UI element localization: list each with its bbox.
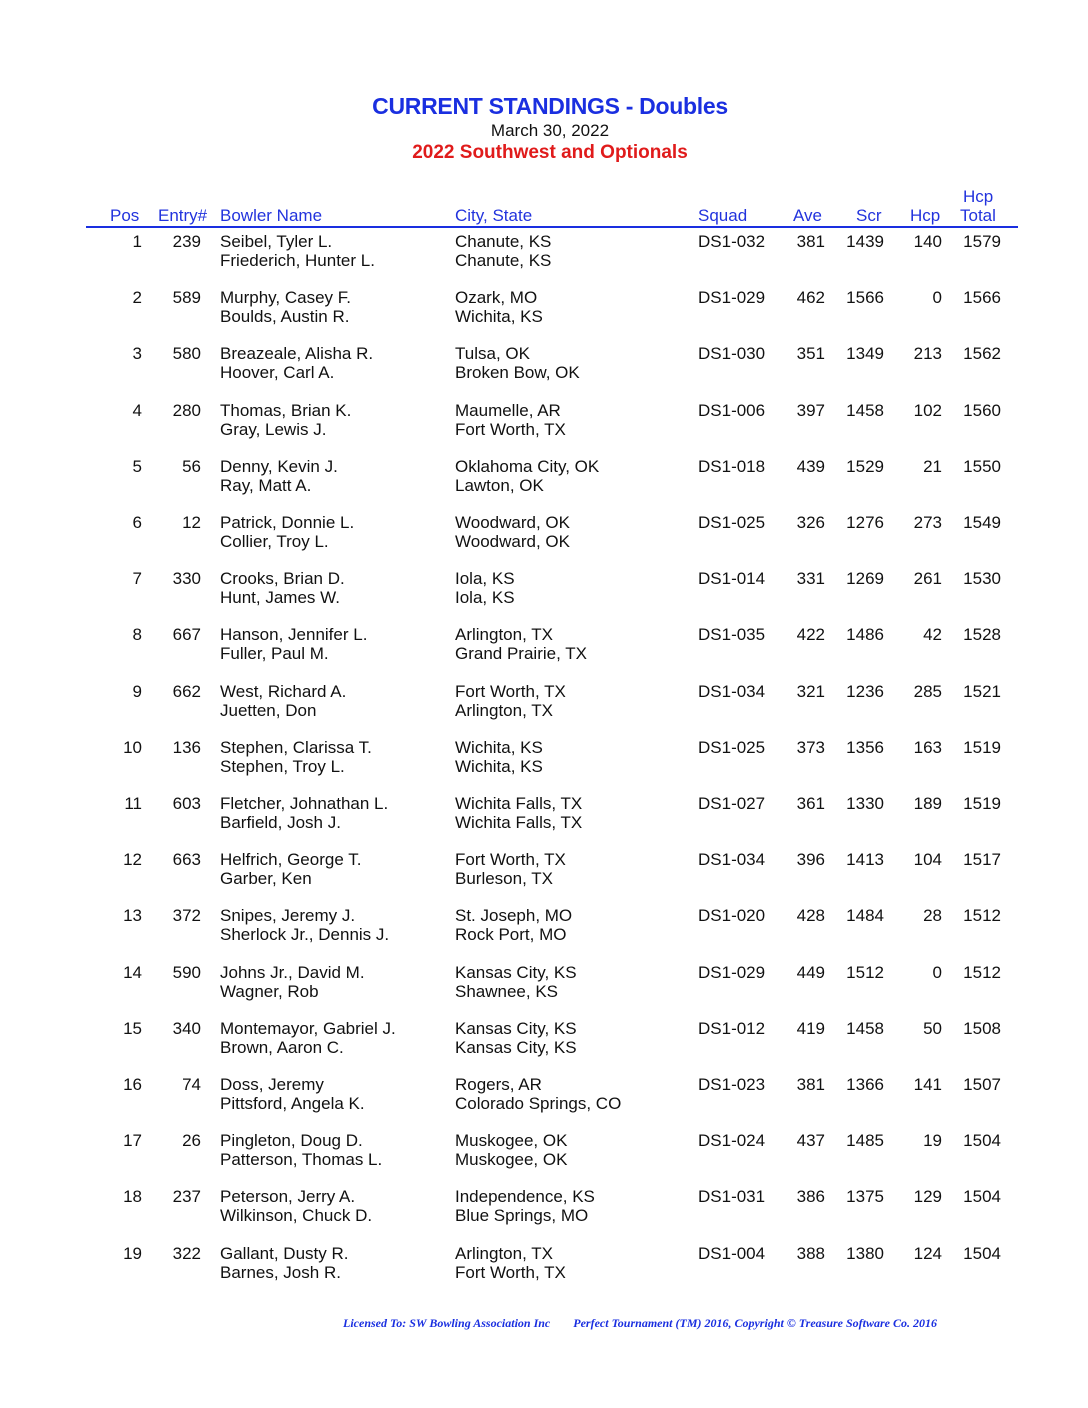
average: 386 bbox=[796, 1187, 825, 1207]
handicap: 129 bbox=[913, 1187, 942, 1207]
handicap: 273 bbox=[913, 513, 942, 532]
handicap-total: 1579 bbox=[963, 232, 1001, 251]
average: 381 bbox=[796, 232, 825, 251]
average: 388 bbox=[796, 1243, 825, 1263]
table-row bbox=[0, 344, 1088, 400]
position: 19 bbox=[123, 1243, 142, 1263]
bowler-name-2: Brown, Aaron C. bbox=[220, 1037, 344, 1057]
city-state-2: Lawton, OK bbox=[455, 475, 544, 495]
entry-number: 663 bbox=[172, 850, 201, 870]
handicap-total: 1528 bbox=[963, 625, 1001, 645]
entry-number: 237 bbox=[172, 1187, 201, 1207]
bowler-name-2: Barfield, Josh J. bbox=[220, 813, 341, 832]
position: 3 bbox=[132, 344, 142, 364]
squad: DS1-025 bbox=[698, 513, 766, 532]
table-row bbox=[0, 625, 1088, 681]
squad: DS1-031 bbox=[698, 1187, 766, 1207]
header-rule bbox=[86, 226, 1018, 228]
entry-number: 280 bbox=[172, 400, 201, 420]
bowler-name-2: Hoover, Carl A. bbox=[220, 363, 335, 383]
city-state-1: Arlington, TX bbox=[455, 1243, 553, 1263]
bowler-name-2: Hunt, James W. bbox=[220, 588, 340, 608]
average: 439 bbox=[796, 456, 825, 476]
position: 4 bbox=[132, 400, 142, 420]
table-row bbox=[0, 1244, 1088, 1300]
city-state-1: Independence, KS bbox=[455, 1187, 595, 1207]
city-state-2: Wichita Falls, TX bbox=[455, 813, 583, 832]
handicap: 285 bbox=[913, 681, 942, 701]
scratch-score: 1413 bbox=[846, 850, 884, 870]
copyright-text: Perfect Tournament (TM) 2016, Copyright © Treasure Software Co. 2016 bbox=[573, 1316, 938, 1330]
city-state-2: Chanute, KS bbox=[455, 251, 552, 270]
handicap: 21 bbox=[923, 456, 942, 476]
scratch-score: 1269 bbox=[846, 569, 884, 589]
bowler-name-1: Johns Jr., David M. bbox=[220, 962, 365, 982]
bowler-name-1: Fletcher, Johnathan L. bbox=[220, 794, 389, 813]
scratch-score: 1439 bbox=[846, 232, 884, 251]
city-state-1: Chanute, KS bbox=[455, 232, 552, 251]
handicap: 163 bbox=[913, 737, 942, 757]
position: 17 bbox=[123, 1131, 142, 1151]
bowler-name-2: Garber, Ken bbox=[220, 869, 312, 889]
scratch-score: 1236 bbox=[846, 681, 884, 701]
squad: DS1-034 bbox=[698, 850, 766, 870]
col-ave: Ave bbox=[793, 206, 822, 225]
position: 12 bbox=[123, 850, 142, 870]
scratch-score: 1366 bbox=[846, 1075, 884, 1094]
scratch-score: 1356 bbox=[846, 737, 884, 757]
city-state-1: Rogers, AR bbox=[455, 1075, 542, 1094]
col-bowler-name: Bowler Name bbox=[220, 206, 323, 225]
bowler-name-1: Murphy, Casey F. bbox=[220, 288, 352, 308]
table-row bbox=[0, 1075, 1088, 1131]
entry-number: 136 bbox=[172, 737, 201, 757]
entry-number: 239 bbox=[172, 232, 201, 251]
scratch-score: 1486 bbox=[846, 625, 884, 645]
average: 397 bbox=[796, 400, 825, 420]
tournament-name: 2022 Southwest and Optionals bbox=[412, 142, 688, 163]
handicap-total: 1507 bbox=[963, 1075, 1001, 1094]
handicap: 141 bbox=[913, 1075, 942, 1094]
entry-number: 26 bbox=[182, 1131, 201, 1151]
bowler-name-1: Seibel, Tyler L. bbox=[220, 232, 333, 251]
bowler-name-1: Denny, Kevin J. bbox=[220, 456, 338, 476]
position: 13 bbox=[123, 906, 142, 926]
handicap-total: 1519 bbox=[963, 794, 1001, 813]
handicap: 28 bbox=[923, 906, 942, 926]
city-state-1: Tulsa, OK bbox=[455, 344, 530, 364]
table-row bbox=[0, 1019, 1088, 1075]
city-state-2: Woodward, OK bbox=[455, 532, 570, 551]
position: 10 bbox=[123, 737, 142, 757]
col-squad: Squad bbox=[698, 206, 748, 225]
scratch-score: 1458 bbox=[846, 400, 884, 420]
squad: DS1-012 bbox=[698, 1018, 766, 1038]
handicap-total: 1504 bbox=[963, 1243, 1001, 1263]
col-pos: Pos bbox=[110, 206, 140, 225]
scratch-score: 1380 bbox=[846, 1243, 884, 1263]
handicap-total: 1530 bbox=[963, 569, 1001, 589]
bowler-name-2: Sherlock Jr., Dennis J. bbox=[220, 925, 390, 945]
squad: DS1-032 bbox=[698, 232, 766, 251]
handicap-total: 1566 bbox=[963, 288, 1001, 308]
city-state-2: Arlington, TX bbox=[455, 700, 553, 720]
bowler-name-1: Pingleton, Doug D. bbox=[220, 1131, 363, 1151]
page-title: CURRENT STANDINGS - Doubles bbox=[372, 93, 728, 119]
table-row bbox=[0, 513, 1088, 569]
average: 428 bbox=[796, 906, 825, 926]
table-row bbox=[0, 1131, 1088, 1187]
entry-number: 322 bbox=[172, 1243, 201, 1263]
squad: DS1-004 bbox=[698, 1243, 766, 1263]
footer bbox=[343, 1316, 957, 1331]
bowler-name-2: Pittsford, Angela K. bbox=[220, 1094, 365, 1113]
city-state-1: St. Joseph, MO bbox=[455, 906, 573, 926]
handicap-total: 1521 bbox=[963, 681, 1001, 701]
bowler-name-2: Collier, Troy L. bbox=[220, 532, 329, 551]
average: 321 bbox=[796, 681, 825, 701]
handicap-total: 1560 bbox=[963, 400, 1001, 420]
entry-number: 580 bbox=[172, 344, 201, 364]
scratch-score: 1566 bbox=[846, 288, 884, 308]
average: 381 bbox=[796, 1075, 825, 1094]
bowler-name-2: Ray, Matt A. bbox=[220, 475, 312, 495]
table-row bbox=[0, 794, 1088, 850]
bowler-name-1: Montemayor, Gabriel J. bbox=[220, 1018, 396, 1038]
entry-number: 662 bbox=[172, 681, 201, 701]
squad: DS1-027 bbox=[698, 794, 766, 813]
bowler-name-2: Juetten, Don bbox=[220, 700, 317, 720]
squad: DS1-014 bbox=[698, 569, 766, 589]
bowler-name-2: Friederich, Hunter L. bbox=[220, 251, 375, 270]
bowler-name-1: West, Richard A. bbox=[220, 681, 347, 701]
col-hcp-total: Total bbox=[960, 206, 996, 225]
handicap-total: 1504 bbox=[963, 1187, 1001, 1207]
city-state-1: Arlington, TX bbox=[455, 625, 553, 645]
average: 449 bbox=[796, 962, 825, 982]
col-hcp: Hcp bbox=[910, 206, 941, 225]
city-state-2: Grand Prairie, TX bbox=[455, 644, 587, 664]
handicap-total: 1504 bbox=[963, 1131, 1001, 1151]
bowler-name-2: Wagner, Rob bbox=[220, 981, 319, 1001]
handicap: 104 bbox=[913, 850, 942, 870]
city-state-1: Fort Worth, TX bbox=[455, 681, 566, 701]
average: 396 bbox=[796, 850, 825, 870]
bowler-name-2: Fuller, Paul M. bbox=[220, 644, 329, 664]
bowler-name-2: Patterson, Thomas L. bbox=[220, 1150, 383, 1170]
city-state-2: Broken Bow, OK bbox=[455, 363, 580, 383]
standings-date: March 30, 2022 bbox=[490, 121, 610, 140]
squad: DS1-030 bbox=[698, 344, 766, 364]
handicap: 261 bbox=[913, 569, 942, 589]
average: 437 bbox=[796, 1131, 825, 1151]
entry-number: 667 bbox=[172, 625, 201, 645]
position: 8 bbox=[132, 625, 142, 645]
handicap: 213 bbox=[913, 344, 942, 364]
squad: DS1-029 bbox=[698, 288, 766, 308]
table-row bbox=[0, 850, 1088, 906]
squad: DS1-020 bbox=[698, 906, 766, 926]
city-state-1: Kansas City, KS bbox=[455, 962, 577, 982]
scratch-score: 1276 bbox=[846, 513, 884, 532]
position: 16 bbox=[123, 1075, 142, 1094]
bowler-name-1: Doss, Jeremy bbox=[220, 1075, 324, 1094]
entry-number: 340 bbox=[172, 1018, 201, 1038]
city-state-2: Blue Springs, MO bbox=[455, 1206, 589, 1226]
squad: DS1-029 bbox=[698, 962, 766, 982]
table-row bbox=[0, 288, 1088, 344]
handicap: 102 bbox=[913, 400, 942, 420]
city-state-1: Woodward, OK bbox=[455, 513, 570, 532]
squad: DS1-023 bbox=[698, 1075, 766, 1094]
squad: DS1-025 bbox=[698, 737, 766, 757]
table-row bbox=[0, 401, 1088, 457]
bowler-name-1: Helfrich, George T. bbox=[220, 850, 362, 870]
squad: DS1-034 bbox=[698, 681, 766, 701]
city-state-1: Kansas City, KS bbox=[455, 1018, 577, 1038]
scratch-score: 1512 bbox=[846, 962, 884, 982]
col-scr: Scr bbox=[856, 206, 882, 225]
handicap-total: 1550 bbox=[963, 456, 1001, 476]
handicap-total: 1519 bbox=[963, 737, 1001, 757]
city-state-2: Colorado Springs, CO bbox=[455, 1094, 622, 1113]
handicap-total: 1512 bbox=[963, 906, 1001, 926]
city-state-1: Ozark, MO bbox=[455, 288, 538, 308]
scratch-score: 1330 bbox=[846, 794, 884, 813]
bowler-name-1: Stephen, Clarissa T. bbox=[220, 737, 372, 757]
city-state-2: Fort Worth, TX bbox=[455, 1262, 566, 1282]
handicap: 124 bbox=[913, 1243, 942, 1263]
position: 9 bbox=[132, 681, 142, 701]
position: 7 bbox=[132, 569, 142, 589]
bowler-name-1: Hanson, Jennifer L. bbox=[220, 625, 368, 645]
table-row bbox=[0, 569, 1088, 625]
squad: DS1-006 bbox=[698, 400, 766, 420]
entry-number: 74 bbox=[182, 1075, 201, 1094]
handicap: 42 bbox=[923, 625, 942, 645]
position: 14 bbox=[123, 962, 142, 982]
table-row bbox=[0, 682, 1088, 738]
handicap: 189 bbox=[913, 794, 942, 813]
bowler-name-1: Patrick, Donnie L. bbox=[220, 513, 355, 532]
table-row bbox=[0, 232, 1088, 288]
city-state-1: Fort Worth, TX bbox=[455, 850, 566, 870]
entry-number: 590 bbox=[172, 962, 201, 982]
average: 462 bbox=[796, 288, 825, 308]
average: 361 bbox=[796, 794, 825, 813]
handicap: 19 bbox=[923, 1131, 942, 1151]
handicap-total: 1562 bbox=[963, 344, 1001, 364]
position: 15 bbox=[123, 1018, 142, 1038]
handicap-total: 1512 bbox=[963, 962, 1001, 982]
city-state-2: Fort Worth, TX bbox=[455, 419, 566, 439]
average: 331 bbox=[796, 569, 825, 589]
handicap-total: 1508 bbox=[963, 1018, 1001, 1038]
city-state-2: Wichita, KS bbox=[455, 756, 543, 776]
squad: DS1-035 bbox=[698, 625, 766, 645]
scratch-score: 1485 bbox=[846, 1131, 884, 1151]
city-state-2: Burleson, TX bbox=[455, 869, 553, 889]
handicap: 50 bbox=[923, 1018, 942, 1038]
average: 422 bbox=[796, 625, 825, 645]
bowler-name-2: Stephen, Troy L. bbox=[220, 756, 345, 776]
table-row bbox=[0, 1187, 1088, 1243]
entry-number: 12 bbox=[182, 513, 201, 532]
bowler-name-1: Thomas, Brian K. bbox=[220, 400, 352, 420]
table-row bbox=[0, 457, 1088, 513]
position: 1 bbox=[132, 232, 142, 251]
city-state-1: Iola, KS bbox=[455, 569, 515, 589]
position: 5 bbox=[132, 456, 142, 476]
city-state-1: Oklahoma City, OK bbox=[455, 456, 600, 476]
position: 18 bbox=[123, 1187, 142, 1207]
handicap-total: 1517 bbox=[963, 850, 1001, 870]
bowler-name-1: Peterson, Jerry A. bbox=[220, 1187, 356, 1207]
city-state-2: Iola, KS bbox=[455, 588, 515, 608]
handicap: 140 bbox=[913, 232, 942, 251]
city-state-2: Shawnee, KS bbox=[455, 981, 559, 1001]
bowler-name-1: Breazeale, Alisha R. bbox=[220, 344, 374, 364]
entry-number: 589 bbox=[172, 288, 201, 308]
city-state-2: Muskogee, OK bbox=[455, 1150, 568, 1170]
col-entry: Entry# bbox=[158, 206, 208, 225]
squad: DS1-024 bbox=[698, 1131, 766, 1151]
handicap-total: 1549 bbox=[963, 513, 1001, 532]
table-row bbox=[0, 963, 1088, 1019]
bowler-name-1: Crooks, Brian D. bbox=[220, 569, 345, 589]
scratch-score: 1458 bbox=[846, 1018, 884, 1038]
bowler-name-2: Wilkinson, Chuck D. bbox=[220, 1206, 373, 1226]
handicap: 0 bbox=[932, 288, 942, 308]
squad: DS1-018 bbox=[698, 456, 766, 476]
city-state-1: Maumelle, AR bbox=[455, 400, 561, 420]
position: 11 bbox=[124, 794, 142, 813]
bowler-name-1: Gallant, Dusty R. bbox=[220, 1243, 349, 1263]
city-state-1: Wichita, KS bbox=[455, 737, 543, 757]
entry-number: 603 bbox=[172, 794, 201, 813]
bowler-name-2: Gray, Lewis J. bbox=[220, 419, 327, 439]
scratch-score: 1349 bbox=[846, 344, 884, 364]
city-state-2: Wichita, KS bbox=[455, 307, 543, 327]
city-state-1: Muskogee, OK bbox=[455, 1131, 568, 1151]
position: 2 bbox=[132, 288, 142, 308]
average: 419 bbox=[796, 1018, 825, 1038]
entry-number: 56 bbox=[182, 456, 201, 476]
position: 6 bbox=[132, 513, 142, 532]
table-row bbox=[0, 906, 1088, 962]
scratch-score: 1484 bbox=[846, 906, 884, 926]
col-city-state: City, State bbox=[455, 206, 533, 225]
bowler-name-2: Boulds, Austin R. bbox=[220, 307, 350, 327]
average: 326 bbox=[796, 513, 825, 532]
entry-number: 372 bbox=[172, 906, 201, 926]
scratch-score: 1529 bbox=[846, 456, 884, 476]
table-row bbox=[0, 738, 1088, 794]
bowler-name-2: Barnes, Josh R. bbox=[220, 1262, 341, 1282]
average: 351 bbox=[796, 344, 825, 364]
city-state-1: Wichita Falls, TX bbox=[455, 794, 583, 813]
handicap: 0 bbox=[932, 962, 942, 982]
city-state-2: Kansas City, KS bbox=[455, 1037, 577, 1057]
entry-number: 330 bbox=[172, 569, 201, 589]
average: 373 bbox=[796, 737, 825, 757]
bowler-name-1: Snipes, Jeremy J. bbox=[220, 906, 356, 926]
scratch-score: 1375 bbox=[846, 1187, 884, 1207]
license-text: Licensed To: SW Bowling Association Inc bbox=[343, 1316, 551, 1330]
col-hcp-total-top: Hcp bbox=[963, 187, 994, 206]
city-state-2: Rock Port, MO bbox=[455, 925, 567, 945]
